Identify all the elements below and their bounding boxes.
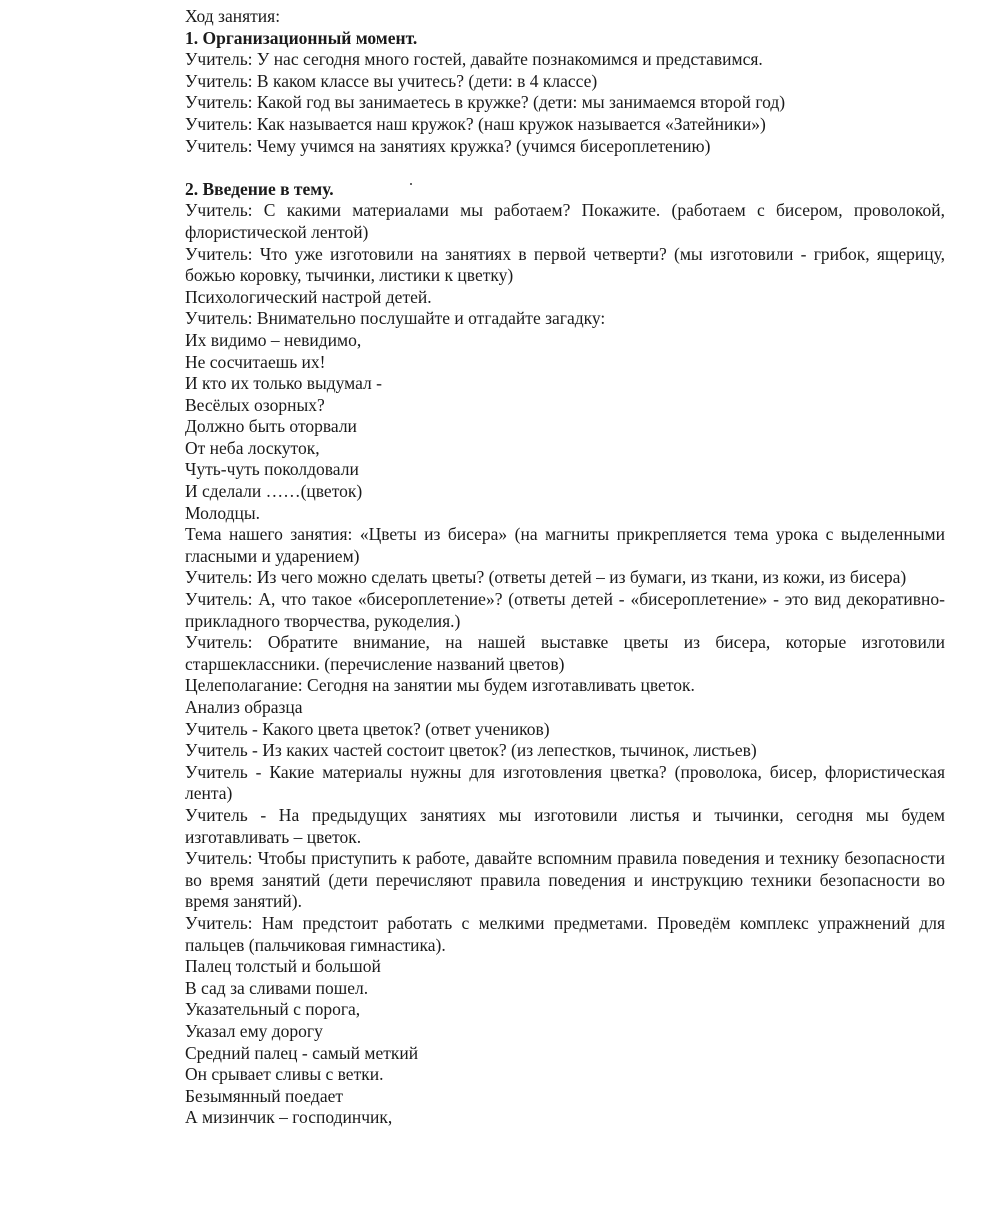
section-2-heading: 2. Введение в тему. bbox=[185, 178, 334, 199]
paragraph: Учитель - На предыдущих занятиях мы изготовили листья и тычинки, сегодня мы будем изготавливать – цветок. bbox=[185, 804, 945, 847]
lesson-title: Ход занятия: bbox=[185, 6, 281, 26]
document-page bbox=[185, 6, 945, 1129]
riddle-line: Не сосчитаешь их! bbox=[185, 351, 326, 372]
paragraph: Учитель: Обратите внимание, на нашей выставке цветы из бисера, которые изготовили старшеклассники. (перечисление названий цветов) bbox=[185, 632, 945, 674]
paragraph: Учитель: С какими материалами мы работаем? Покажите. (работаем с бисером, проволокой, флористической лентой) bbox=[185, 200, 945, 242]
paragraph: Тема нашего занятия: «Цветы из бисера» (на магниты прикрепляется тема урока с выделенными гласными и ударением) bbox=[185, 524, 945, 566]
section-1-line: Учитель: У нас сегодня много гостей, давайте познакомимся и представимся. bbox=[185, 49, 763, 70]
poem-line: Средний палец - самый меткий bbox=[185, 1042, 419, 1063]
paragraph: Учитель: Из чего можно сделать цветы? (ответы детей – из бумаги, из ткани, из кожи, из бисера) bbox=[185, 567, 907, 588]
riddle-line: Их видимо – невидимо, bbox=[185, 329, 362, 350]
paragraph: Целеполагание: Сегодня на занятии мы будем изготавливать цветок. bbox=[185, 675, 695, 696]
paragraph: Психологический настрой детей. bbox=[185, 286, 432, 307]
section-1-heading: 1. Организационный момент. bbox=[185, 27, 418, 48]
riddle-line: Должно быть оторвали bbox=[185, 416, 357, 437]
riddle-line: И сделали ……(цветок) bbox=[185, 481, 363, 502]
paragraph: Учитель: А, что такое «бисероплетение»? (ответы детей - «бисероплетение» - это вид декоративно-прикладного творчества, рукоделия.) bbox=[185, 589, 945, 631]
section-1-line: Учитель: Как называется наш кружок? (наш кружок называется «Затейники») bbox=[185, 113, 766, 134]
poem-line: Безымянный поедает bbox=[185, 1085, 344, 1106]
paragraph: Учитель: Чтобы приступить к работе, давайте вспомним правила поведения и технику безопасности во время занятий (дети перечисляют правила поведения и инструкцию техники безопасности во время занятий). bbox=[185, 848, 945, 912]
section-1-line: Учитель: Чему учимся на занятиях кружка? (учимся бисероплетению) bbox=[185, 135, 711, 156]
paragraph: Учитель: Нам предстоит работать с мелкими предметами. Проведём комплекс упражнений для пальцев (пальчиковая гимнастика). bbox=[185, 912, 945, 955]
poem-line: В сад за сливами пошел. bbox=[185, 977, 369, 998]
riddle-line: И кто их только выдумал - bbox=[185, 373, 382, 394]
scan-speck bbox=[410, 183, 412, 185]
paragraph: Молодцы. bbox=[185, 502, 261, 523]
paragraph: Учитель: Что уже изготовили на занятиях в первой четверти? (мы изготовили - грибок, ящерицу, божью коровку, тычинки, листики к цветку) bbox=[185, 243, 945, 286]
section-1-line: Учитель: В каком классе вы учитесь? (дети: в 4 классе) bbox=[185, 70, 598, 91]
paragraph: Учитель - Какого цвета цветок? (ответ учеников) bbox=[185, 718, 550, 739]
poem-line: Он срывает сливы с ветки. bbox=[185, 1064, 384, 1085]
paragraph: Учитель - Из каких частей состоит цветок? (из лепестков, тычинок, листьев) bbox=[185, 740, 757, 761]
blank-line bbox=[185, 157, 945, 179]
poem-line: Палец толстый и большой bbox=[185, 956, 381, 977]
paragraph: Учитель - Какие материалы нужны для изготовления цветка? (проволока, бисер, флористическая лента) bbox=[185, 761, 945, 804]
poem-line: Указал ему дорогу bbox=[185, 1020, 323, 1041]
section-1-line: Учитель: Какой год вы занимаетесь в кружке? (дети: мы занимаемся второй год) bbox=[185, 92, 786, 113]
riddle-line: От неба лоскуток, bbox=[185, 437, 320, 458]
riddle-line: Весёлых озорных? bbox=[185, 394, 325, 415]
poem-line: А мизинчик – господинчик, bbox=[185, 1107, 393, 1128]
paragraph: Анализ образца bbox=[185, 697, 303, 717]
poem-line: Указательный с порога, bbox=[185, 999, 361, 1020]
riddle-line: Чуть-чуть поколдовали bbox=[185, 459, 359, 480]
paragraph: Учитель: Внимательно послушайте и отгадайте загадку: bbox=[185, 308, 606, 329]
